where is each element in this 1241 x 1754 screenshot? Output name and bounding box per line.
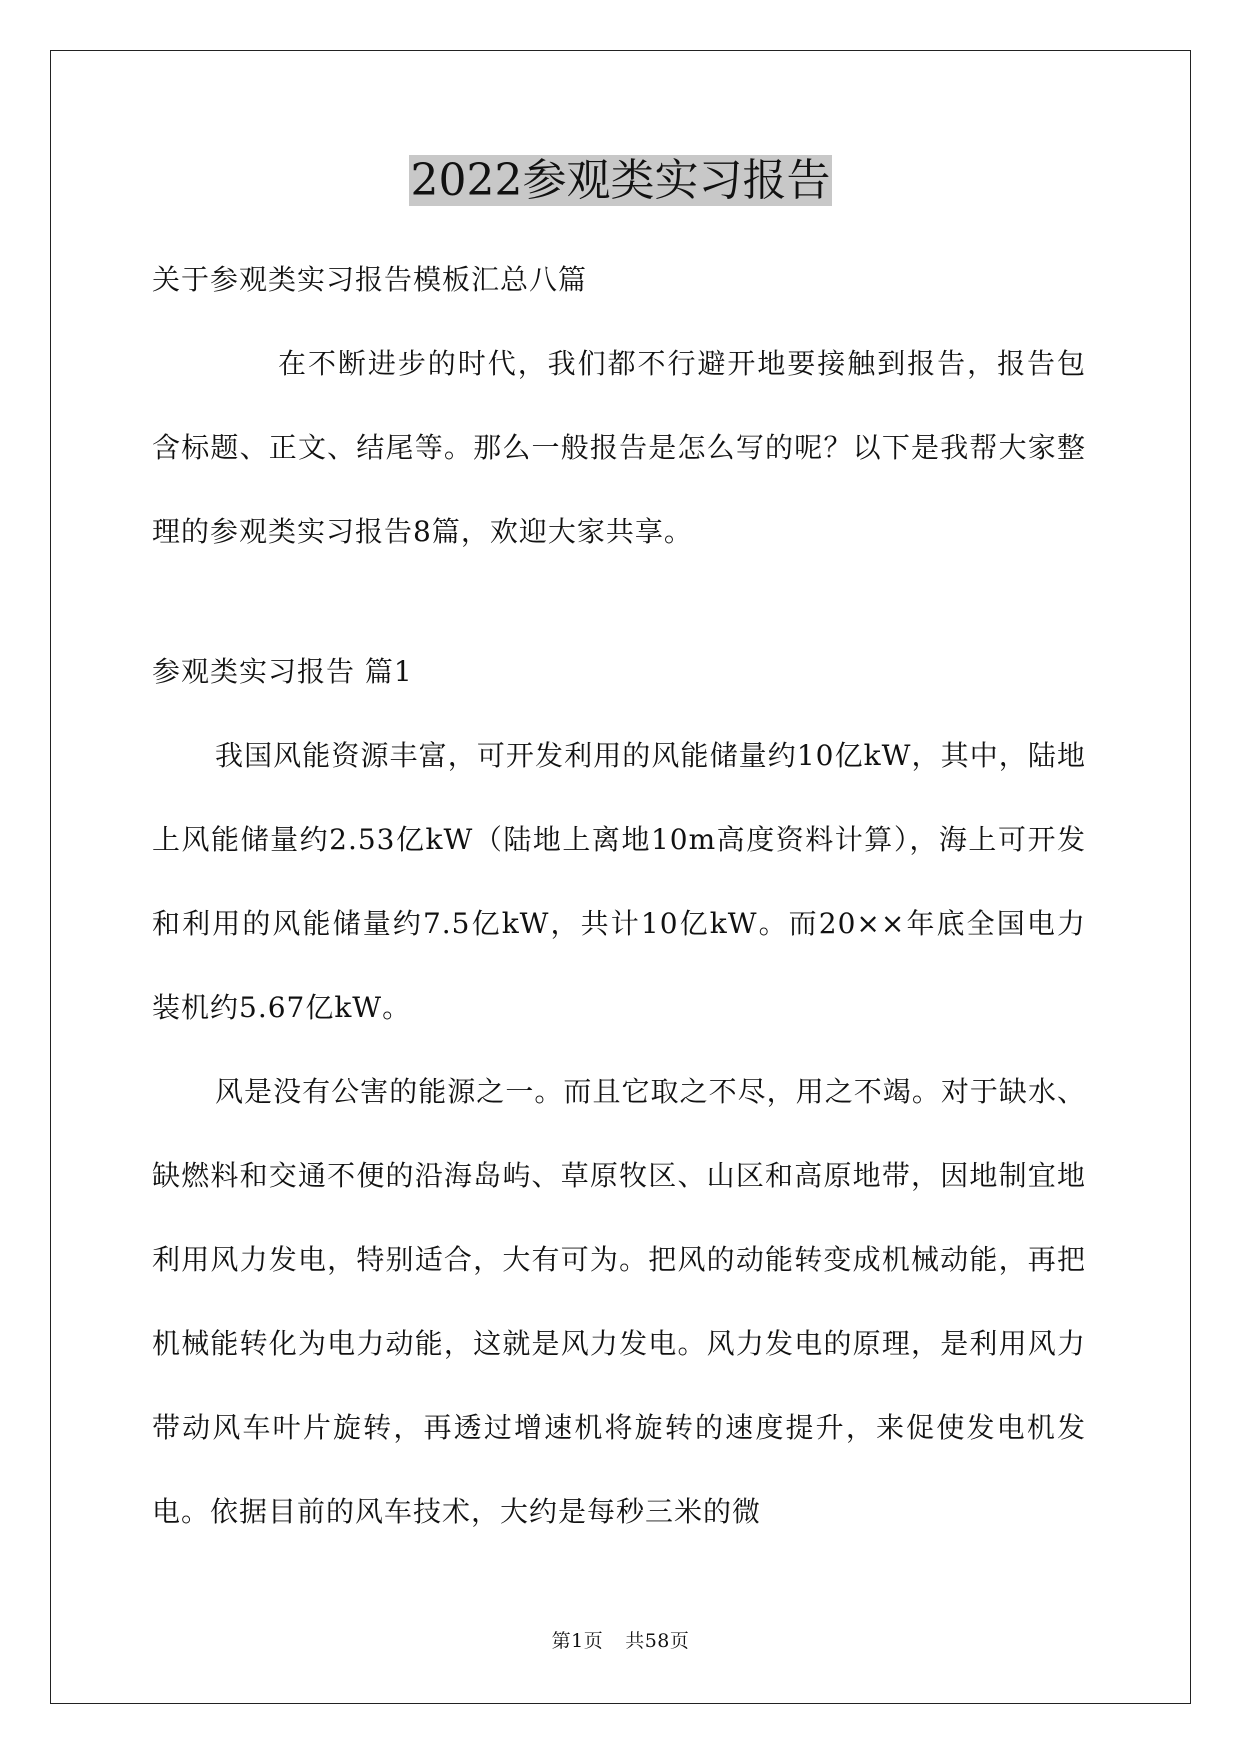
intro-paragraph: 在不断进步的时代，我们都不行避开地要接触到报告，报告包含标题、正文、结尾等。那么一般报告是怎么写的呢？以下是我帮大家整理的参观类实习报告8篇，欢迎大家共享。 — [152, 347, 1086, 548]
body-paragraph-1: 我国风能资源丰富，可开发利用的风能储量约10亿kW，其中，陆地上风能储量约2.53亿kW（陆地上离地10m高度资料计算），海上可开发和利用的风能储量约7.5亿kW，共计10亿kW。而20××年底全国电力装机约5.67亿kW。 — [152, 739, 1086, 1024]
document-title-text: 2022参观类实习报告 — [410, 155, 831, 206]
page-footer — [0, 1628, 1241, 1654]
body-paragraph-2: 风是没有公害的能源之一。而且它取之不尽，用之不竭。对于缺水、缺燃料和交通不便的沿海岛屿、草原牧区、山区和高原地带，因地制宜地利用风力发电，特别适合，大有可为。把风的动能转变成机械动能，再把机械能转化为电力动能，这就是风力发电。风力发电的原理，是利用风力带动风车叶片旋转，再透过增速机将旋转的速度提升，来促使发电机发电。依据目前的风车技术，大约是每秒三米的微 — [152, 1075, 1086, 1528]
document-body — [152, 238, 1086, 1554]
document-subtitle: 关于参观类实习报告模板汇总八篇 — [152, 263, 588, 296]
page-total: 共58页 — [625, 1630, 690, 1652]
section-spacer — [152, 574, 1086, 630]
section-heading: 参观类实习报告 篇1 — [152, 655, 413, 688]
document-title — [0, 150, 1241, 212]
page-number: 第1页 — [551, 1630, 604, 1652]
